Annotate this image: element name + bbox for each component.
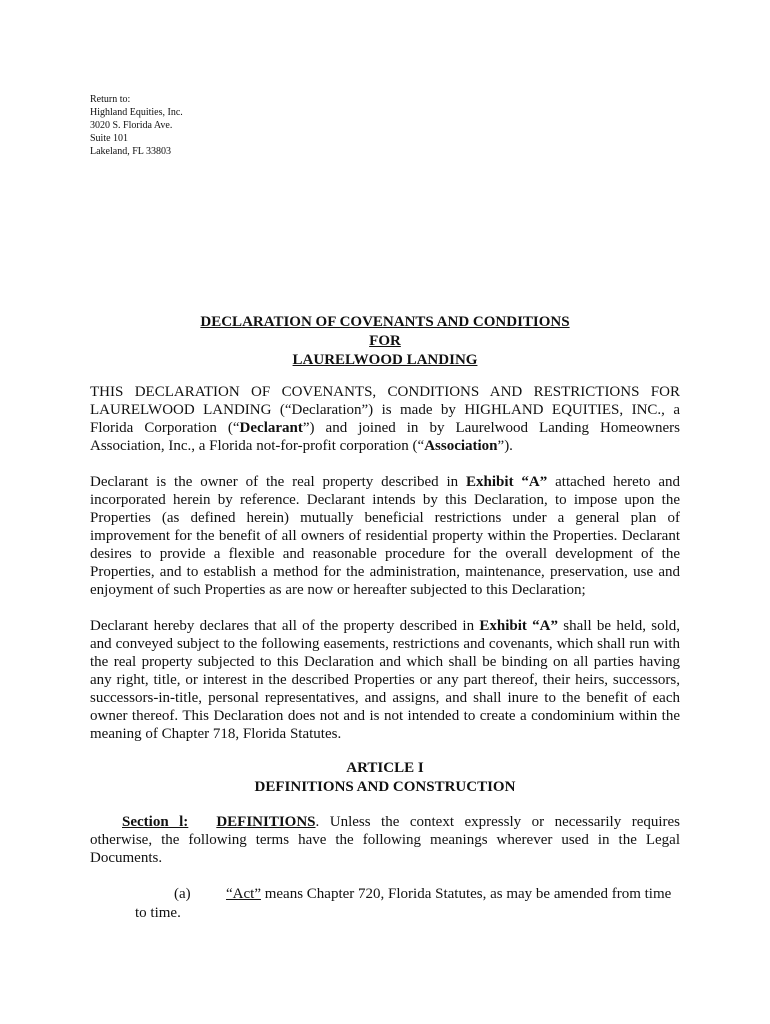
return-label: Return to:	[90, 94, 131, 105]
return-city: Lakeland, FL 33803	[90, 146, 172, 157]
ownership-text-2: attached hereto and incorporated herein by reference. Declarant intends by this Declaration, to impose upon the Properties (as defined herein) mutually beneficial restrictions under a general plan of improvement for the benefit of all owners of residential property within the Properties. Declarant desires to provide a flexible and reasonable procedure for the overall development of the Properties, and to establish a method for the administration, maintenance, preservation, use and enjoyment of such Properties as are now or hereafter subjected to this Declaration;	[90, 474, 680, 598]
definition-item-a	[90, 885, 680, 923]
exhibit-a-ref-2: Exhibit “A”	[479, 618, 559, 634]
title-line-1: DECLARATION OF COVENANTS AND CONDITIONS	[200, 314, 570, 330]
title-line-3: LAURELWOOD LANDING	[292, 352, 478, 368]
section-text: Unless the context expressly or necessarily requires otherwise, the following terms have the following meanings wherever used in the Legal Documents.	[90, 814, 681, 866]
item-letter: (a)	[174, 886, 191, 902]
section-label: Section l:	[122, 814, 189, 830]
item-continuation: to time.	[135, 905, 181, 921]
item-term: “Act”	[226, 886, 261, 902]
article-heading	[90, 759, 680, 797]
document-title	[90, 313, 680, 370]
declaration-paragraph	[90, 617, 680, 743]
section-title: DEFINITIONS	[216, 814, 316, 830]
declaration-text-2: shall be held, sold, and conveyed subject to the following easements, restrictions and covenants, which shall run with the real property subjected to this Declaration and which shall be binding on all parties having any right, title, or interest in the described Properties or any part thereof, their heirs, successors, successors-in-title, personal representatives, and assigns, and shall inure to the benefit of each owner thereof. This Declaration does not and is not intended to create a condominium within the meaning of Chapter 718, Florida Statutes.	[90, 618, 680, 742]
title-line-2: FOR	[369, 333, 401, 349]
return-company: Highland Equities, Inc.	[90, 107, 183, 118]
intro-text-2: ”) and joined in by Laurelwood Landing Homeowners Association, Inc., a Florida not-for-profit corporation (“	[90, 420, 680, 454]
ownership-text-1: Declarant is the owner of the real property described in	[90, 474, 467, 490]
article-number: ARTICLE I	[346, 760, 424, 776]
section-1	[90, 813, 680, 867]
exhibit-a-ref: Exhibit “A”	[466, 474, 548, 490]
item-text: means Chapter 720, Florida Statutes, as may be amended from time	[260, 886, 672, 902]
section-period: .	[315, 814, 320, 830]
return-address	[90, 93, 183, 158]
intro-text-1: THIS DECLARATION OF COVENANTS, CONDITIONS AND RESTRICTIONS FOR LAURELWOOD LANDING (“Declaration”) is made by HIGHLAND EQUITIES, INC., a Florida Corporation (“	[90, 384, 680, 436]
declarant-term: Declarant	[239, 420, 303, 436]
association-term: Association	[424, 438, 498, 454]
return-street: 3020 S. Florida Ave.	[90, 120, 173, 131]
ownership-paragraph	[90, 473, 680, 599]
return-suite: Suite 101	[90, 133, 129, 144]
declaration-text-1: Declarant hereby declares that all of the property described in	[90, 618, 480, 634]
intro-paragraph	[90, 383, 680, 455]
intro-text-3: ”).	[497, 438, 513, 454]
article-title: DEFINITIONS AND CONSTRUCTION	[254, 779, 516, 795]
